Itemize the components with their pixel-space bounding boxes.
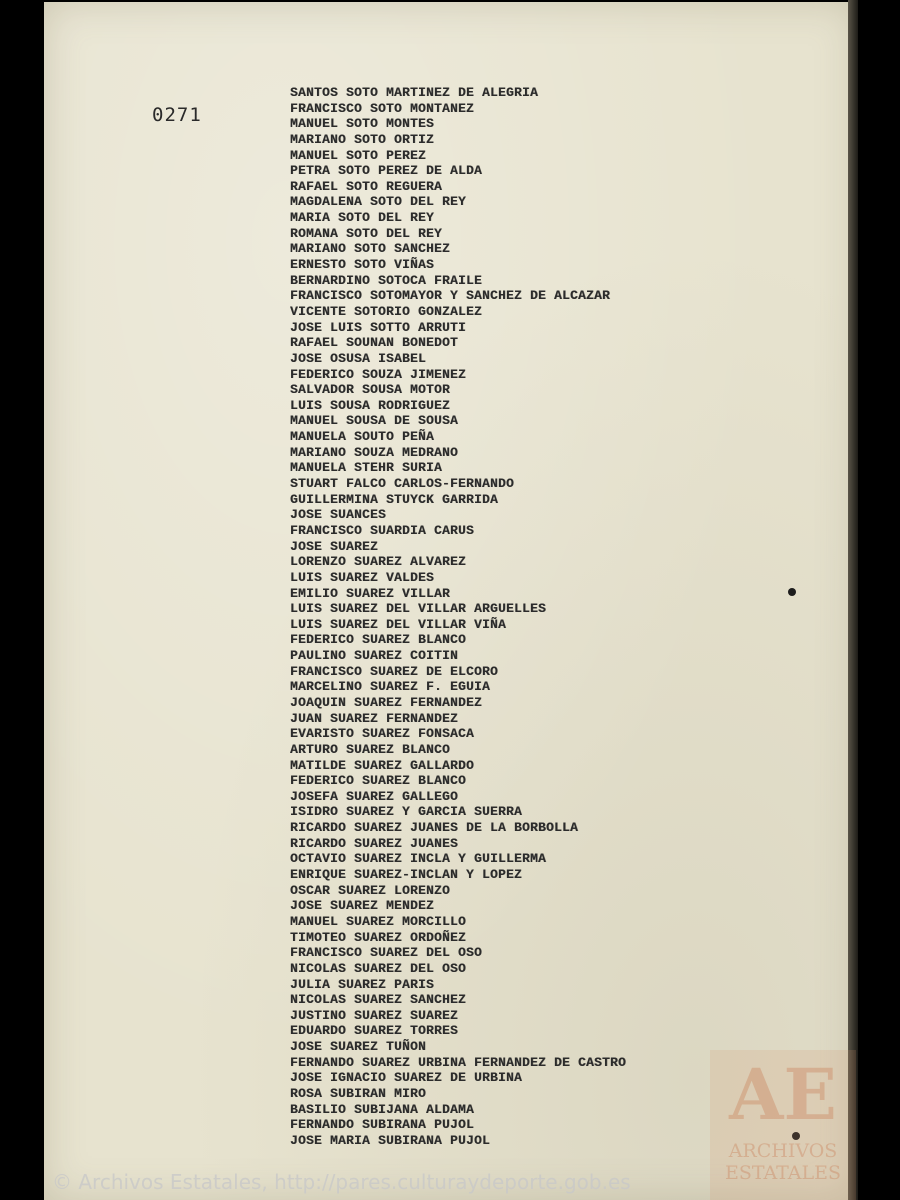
name-entry: FRANCISCO SUAREZ DE ELCORO xyxy=(290,663,499,679)
name-entry: JOSE SUAREZ xyxy=(290,538,379,554)
name-entry: ERNESTO SOTO VIÑAS xyxy=(290,257,435,273)
name-entry: JOSE IGNACIO SUAREZ DE URBINA xyxy=(290,1070,523,1086)
name-entry: JUSTINO SUAREZ SUAREZ xyxy=(290,1007,459,1023)
name-entry: MANUELA SOUTO PEÑA xyxy=(290,429,435,445)
name-list xyxy=(290,85,626,1149)
name-entry: MARIANO SOUZA MEDRANO xyxy=(290,444,459,460)
name-entry: JOSE SUAREZ MENDEZ xyxy=(290,898,435,914)
name-entry: MARIANO SOTO SANCHEZ xyxy=(290,241,451,257)
name-entry: SANTOS SOTO MARTINEZ DE ALEGRIA xyxy=(290,85,539,100)
name-entry: JOSE MARIA SUBIRANA PUJOL xyxy=(290,1132,491,1148)
name-entry: MAGDALENA SOTO DEL REY xyxy=(290,194,467,210)
name-entry: FEDERICO SUAREZ BLANCO xyxy=(290,773,467,789)
name-entry: FEDERICO SOUZA JIMENEZ xyxy=(290,366,467,382)
name-entry: TIMOTEO SUAREZ ORDOÑEZ xyxy=(290,929,467,945)
name-entry: FRANCISCO SOTOMAYOR Y SANCHEZ DE ALCAZAR xyxy=(290,288,611,304)
name-entry: FRANCISCO SUAREZ DEL OSO xyxy=(290,945,483,961)
name-entry: SALVADOR SOUSA MOTOR xyxy=(290,382,451,398)
name-entry: JOSE LUIS SOTTO ARRUTI xyxy=(290,319,467,335)
name-entry: JOSE SUANCES xyxy=(290,507,387,523)
name-entry: MANUEL SUAREZ MORCILLO xyxy=(290,913,467,929)
name-entry: NICOLAS SUAREZ DEL OSO xyxy=(290,960,467,976)
copyright-notice: © Archivos Estatales, http://pares.culturaydeporte.gob.es xyxy=(52,1170,631,1194)
name-entry: FERNANDO SUBIRANA PUJOL xyxy=(290,1117,475,1133)
name-entry: EDUARDO SUAREZ TORRES xyxy=(290,1023,459,1039)
name-entry: BERNARDINO SOTOCA FRAILE xyxy=(290,272,483,288)
name-entry: FRANCISCO SUARDIA CARUS xyxy=(290,522,475,538)
name-entry: JOSEFA SUAREZ GALLEGO xyxy=(290,788,459,804)
name-entry: LUIS SUAREZ DEL VILLAR ARGUELLES xyxy=(290,601,547,617)
name-entry: MANUEL SOUSA DE SOUSA xyxy=(290,413,459,429)
name-entry: MARIA SOTO DEL REY xyxy=(290,210,435,226)
name-entry: ROSA SUBIRAN MIRO xyxy=(290,1086,427,1101)
name-entry: MANUELA STEHR SURIA xyxy=(290,460,443,476)
name-entry: GUILLERMINA STUYCK GARRIDA xyxy=(290,491,499,507)
name-entry: JOAQUIN SUAREZ FERNANDEZ xyxy=(290,694,483,710)
name-entry: PAULINO SUAREZ COITIN xyxy=(290,648,459,664)
name-entry: FRANCISCO SOTO MONTANEZ xyxy=(290,100,475,116)
name-entry: JULIA SUAREZ PARIS xyxy=(290,976,435,992)
name-entry: OCTAVIO SUAREZ INCLA Y GUILLERMA xyxy=(290,851,547,867)
watermark-text: ARCHIVOS ESTATALES xyxy=(724,1140,842,1184)
name-entry: OSCAR SUAREZ LORENZO xyxy=(290,882,451,898)
name-entry: MARCELINO SUAREZ F. EGUIA xyxy=(290,679,491,695)
name-entry: FEDERICO SUAREZ BLANCO xyxy=(290,632,467,648)
name-entry: MATILDE SUAREZ GALLARDO xyxy=(290,757,475,773)
name-entry: LUIS SOUSA RODRIGUEZ xyxy=(290,397,451,413)
name-entry: RICARDO SUAREZ JUANES xyxy=(290,835,459,851)
name-entry: MARIANO SOTO ORTIZ xyxy=(290,131,435,147)
name-entry: BASILIO SUBIJANA ALDAMA xyxy=(290,1101,475,1117)
name-entry: LORENZO SUAREZ ALVAREZ xyxy=(290,554,467,570)
name-entry: JOSE OSUSA ISABEL xyxy=(290,350,427,366)
name-entry: JUAN SUAREZ FERNANDEZ xyxy=(290,710,459,726)
name-entry: ISIDRO SUAREZ Y GARCIA SUERRA xyxy=(290,804,523,820)
name-entry: STUART FALCO CARLOS-FERNANDO xyxy=(290,476,515,492)
ink-blot-mark xyxy=(788,588,796,596)
name-entry: RICARDO SUAREZ JUANES DE LA BORBOLLA xyxy=(290,820,579,836)
name-entry: RAFAEL SOUNAN BONEDOT xyxy=(290,335,459,351)
name-entry: LUIS SUAREZ VALDES xyxy=(290,569,435,585)
name-entry: MANUEL SOTO MONTES xyxy=(290,116,435,132)
name-entry: NICOLAS SUAREZ SANCHEZ xyxy=(290,992,467,1008)
name-entry: FERNANDO SUAREZ URBINA FERNANDEZ DE CASTRO xyxy=(290,1054,627,1070)
name-entry: MANUEL SOTO PEREZ xyxy=(290,147,427,163)
name-entry: ARTURO SUAREZ BLANCO xyxy=(290,741,451,757)
name-entry: ROMANA SOTO DEL REY xyxy=(290,225,443,241)
name-entry: ENRIQUE SUAREZ-INCLAN Y LOPEZ xyxy=(290,867,523,883)
page-edge-shadow xyxy=(848,0,858,1200)
name-entry: EMILIO SUAREZ VILLAR xyxy=(290,585,451,601)
name-entry: JOSE SUAREZ TUÑON xyxy=(290,1039,427,1055)
name-entry: RAFAEL SOTO REGUERA xyxy=(290,178,443,194)
page-number: 0271 xyxy=(152,104,202,126)
name-entry: PETRA SOTO PEREZ DE ALDA xyxy=(290,163,483,179)
name-entry: LUIS SUAREZ DEL VILLAR VIÑA xyxy=(290,616,507,632)
name-entry: VICENTE SOTORIO GONZALEZ xyxy=(290,303,483,319)
archive-watermark-logo xyxy=(710,1050,856,1200)
watermark-mark: AE xyxy=(729,1053,837,1136)
name-entry: EVARISTO SUAREZ FONSACA xyxy=(290,726,475,742)
